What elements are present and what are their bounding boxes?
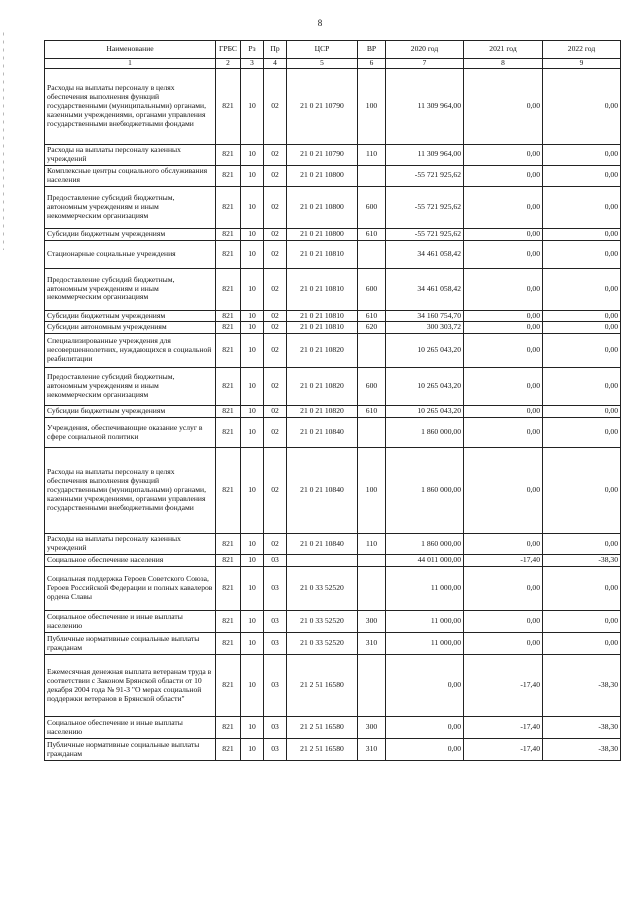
row-amount-2021: 0,00	[464, 68, 543, 144]
row-grbs: 821	[216, 144, 241, 165]
row-amount-2022: 0,00	[543, 406, 621, 418]
row-amount-2020: 11 000,00	[386, 567, 464, 611]
row-pr: 02	[264, 448, 287, 534]
row-pr: 02	[264, 240, 287, 268]
row-amount-2022: 0,00	[543, 567, 621, 611]
row-pr: 02	[264, 310, 287, 322]
row-grbs: 821	[216, 240, 241, 268]
row-amount-2021: 0,00	[464, 448, 543, 534]
row-vr	[358, 567, 386, 611]
table-row	[45, 240, 621, 268]
row-pr: 03	[264, 717, 287, 739]
header-pr: Пр	[264, 41, 287, 59]
row-amount-2021: 0,00	[464, 322, 543, 334]
row-name: Публичные нормативные социальные выплаты гражданам	[45, 739, 216, 761]
row-amount-2020: 11 000,00	[386, 633, 464, 655]
header-row	[45, 41, 621, 59]
row-amount-2022: 0,00	[543, 418, 621, 448]
row-name: Расходы на выплаты персоналу в целях обеспечения выполнения функций государственными (муниципальными) органами, казенными учреждениями, органами управления государственными внебюджетными фондами	[45, 448, 216, 534]
row-amount-2021: 0,00	[464, 144, 543, 165]
row-amount-2022: 0,00	[543, 268, 621, 310]
row-grbs: 821	[216, 334, 241, 368]
row-amount-2022: 0,00	[543, 633, 621, 655]
table-row	[45, 448, 621, 534]
row-amount-2020: 0,00	[386, 655, 464, 717]
row-amount-2020: 0,00	[386, 739, 464, 761]
row-vr: 620	[358, 322, 386, 334]
row-amount-2022: -38,30	[543, 717, 621, 739]
row-grbs: 821	[216, 717, 241, 739]
row-grbs: 821	[216, 165, 241, 186]
row-name: Субсидии бюджетным учреждениям	[45, 228, 216, 240]
row-vr: 300	[358, 717, 386, 739]
table-row	[45, 186, 621, 228]
row-name: Учреждения, обеспечивающие оказание услуг в сфере социальной политики	[45, 418, 216, 448]
row-amount-2020: 34 461 058,42	[386, 268, 464, 310]
row-name: Предоставление субсидий бюджетным, автономным учреждениям и иным некоммерческим организациям	[45, 186, 216, 228]
row-name: Расходы на выплаты персоналу казенных учреждений	[45, 144, 216, 165]
table-row	[45, 567, 621, 611]
row-name: Субсидии бюджетным учреждениям	[45, 406, 216, 418]
row-csr: 21 0 33 52520	[287, 567, 358, 611]
row-amount-2022: 0,00	[543, 240, 621, 268]
row-rz: 10	[241, 717, 264, 739]
row-csr: 21 0 21 10810	[287, 322, 358, 334]
table-row	[45, 228, 621, 240]
row-amount-2022: 0,00	[543, 368, 621, 406]
row-name: Социальное обеспечение и иные выплаты населению	[45, 717, 216, 739]
row-amount-2020: 1 860 000,00	[386, 418, 464, 448]
row-rz: 10	[241, 186, 264, 228]
table-body	[45, 68, 621, 760]
header-grbs: ГРБС	[216, 41, 241, 59]
row-csr: 21 0 21 10840	[287, 418, 358, 448]
row-csr: 21 0 21 10800	[287, 165, 358, 186]
table-row	[45, 322, 621, 334]
row-csr: 21 0 21 10790	[287, 144, 358, 165]
row-amount-2021: 0,00	[464, 418, 543, 448]
row-csr: 21 0 21 10820	[287, 406, 358, 418]
row-amount-2022: 0,00	[543, 165, 621, 186]
table-row	[45, 68, 621, 144]
row-vr: 600	[358, 268, 386, 310]
col-number: 5	[287, 59, 358, 69]
row-amount-2021: 0,00	[464, 611, 543, 633]
row-amount-2020: 10 265 043,20	[386, 368, 464, 406]
row-rz: 10	[241, 68, 264, 144]
row-name: Субсидии автономным учреждениям	[45, 322, 216, 334]
row-grbs: 821	[216, 406, 241, 418]
row-amount-2021: -17,40	[464, 555, 543, 567]
row-amount-2020: 1 860 000,00	[386, 448, 464, 534]
col-number: 3	[241, 59, 264, 69]
row-amount-2022: 0,00	[543, 448, 621, 534]
row-name: Ежемесячная денежная выплата ветеранам труда в соответствии с Законом Брянской области от 10 декабря 2004 года № 91-З "О мерах социальной поддержки ветеранов в Брянской области"	[45, 655, 216, 717]
row-grbs: 821	[216, 368, 241, 406]
table-row	[45, 406, 621, 418]
col-number: 2	[216, 59, 241, 69]
row-rz: 10	[241, 406, 264, 418]
header-2022: 2022 год	[543, 41, 621, 59]
row-csr: 21 2 51 16580	[287, 655, 358, 717]
row-amount-2021: 0,00	[464, 567, 543, 611]
row-amount-2021: 0,00	[464, 240, 543, 268]
row-rz: 10	[241, 165, 264, 186]
row-amount-2022: 0,00	[543, 186, 621, 228]
row-pr: 03	[264, 555, 287, 567]
row-amount-2021: 0,00	[464, 228, 543, 240]
table-row	[45, 534, 621, 555]
row-csr: 21 0 21 10800	[287, 186, 358, 228]
row-vr	[358, 165, 386, 186]
row-csr: 21 0 21 10840	[287, 448, 358, 534]
row-amount-2021: 0,00	[464, 368, 543, 406]
row-csr: 21 2 51 16580	[287, 717, 358, 739]
row-vr: 600	[358, 368, 386, 406]
row-vr: 310	[358, 739, 386, 761]
row-vr: 110	[358, 144, 386, 165]
page-number: 8	[317, 18, 323, 28]
row-amount-2020: 44 011 000,00	[386, 555, 464, 567]
table-row	[45, 310, 621, 322]
row-vr	[358, 555, 386, 567]
row-amount-2021: 0,00	[464, 534, 543, 555]
row-pr: 03	[264, 739, 287, 761]
row-rz: 10	[241, 555, 264, 567]
row-rz: 10	[241, 334, 264, 368]
row-grbs: 821	[216, 228, 241, 240]
row-amount-2022: 0,00	[543, 144, 621, 165]
row-rz: 10	[241, 418, 264, 448]
row-grbs: 821	[216, 655, 241, 717]
col-number: 4	[264, 59, 287, 69]
row-amount-2020: 300 303,72	[386, 322, 464, 334]
row-vr: 600	[358, 186, 386, 228]
row-amount-2022: 0,00	[543, 611, 621, 633]
row-rz: 10	[241, 739, 264, 761]
row-pr: 02	[264, 418, 287, 448]
row-pr: 02	[264, 144, 287, 165]
column-number-row	[45, 59, 621, 69]
table-row	[45, 334, 621, 368]
row-csr: 21 0 21 10800	[287, 228, 358, 240]
row-grbs: 821	[216, 186, 241, 228]
row-amount-2020: 34 160 754,70	[386, 310, 464, 322]
row-amount-2021: 0,00	[464, 165, 543, 186]
row-pr: 02	[264, 68, 287, 144]
row-grbs: 821	[216, 611, 241, 633]
row-amount-2022: 0,00	[543, 534, 621, 555]
row-name: Комплексные центры социального обслуживания населения	[45, 165, 216, 186]
row-amount-2022: 0,00	[543, 310, 621, 322]
row-amount-2022: 0,00	[543, 68, 621, 144]
row-grbs: 821	[216, 555, 241, 567]
row-rz: 10	[241, 655, 264, 717]
table-row	[45, 268, 621, 310]
header-vr: ВР	[358, 41, 386, 59]
row-rz: 10	[241, 228, 264, 240]
row-pr: 02	[264, 165, 287, 186]
table-row	[45, 144, 621, 165]
row-csr	[287, 555, 358, 567]
col-number: 6	[358, 59, 386, 69]
row-csr: 21 0 21 10820	[287, 334, 358, 368]
header-2021: 2021 год	[464, 41, 543, 59]
row-amount-2020: 1 860 000,00	[386, 534, 464, 555]
row-pr: 02	[264, 186, 287, 228]
budget-table	[44, 40, 621, 761]
row-pr: 02	[264, 268, 287, 310]
row-amount-2021: 0,00	[464, 310, 543, 322]
row-amount-2020: -55 721 925,62	[386, 186, 464, 228]
row-vr: 610	[358, 228, 386, 240]
row-rz: 10	[241, 310, 264, 322]
col-number: 1	[45, 59, 216, 69]
row-grbs: 821	[216, 534, 241, 555]
row-rz: 10	[241, 567, 264, 611]
row-amount-2020: -55 721 925,62	[386, 228, 464, 240]
row-name: Социальное обеспечение и иные выплаты населению	[45, 611, 216, 633]
header-rz: Рз	[241, 41, 264, 59]
row-rz: 10	[241, 322, 264, 334]
table-row	[45, 633, 621, 655]
row-vr	[358, 655, 386, 717]
row-rz: 10	[241, 448, 264, 534]
table-row	[45, 611, 621, 633]
row-amount-2021: -17,40	[464, 655, 543, 717]
table-row	[45, 165, 621, 186]
row-rz: 10	[241, 368, 264, 406]
header-csr: ЦСР	[287, 41, 358, 59]
row-csr: 21 0 21 10810	[287, 268, 358, 310]
header-2020: 2020 год	[386, 41, 464, 59]
row-csr: 21 2 51 16580	[287, 739, 358, 761]
row-amount-2022: -38,30	[543, 555, 621, 567]
row-amount-2021: 0,00	[464, 334, 543, 368]
col-number: 9	[543, 59, 621, 69]
col-number: 7	[386, 59, 464, 69]
row-vr: 100	[358, 68, 386, 144]
row-csr: 21 0 33 52520	[287, 611, 358, 633]
row-amount-2022: 0,00	[543, 228, 621, 240]
row-csr: 21 0 33 52520	[287, 633, 358, 655]
row-name: Специализированные учреждения для несовершеннолетних, нуждающихся в социальной реабилитации	[45, 334, 216, 368]
table-row	[45, 717, 621, 739]
row-name: Расходы на выплаты персоналу казенных учреждений	[45, 534, 216, 555]
row-amount-2021: -17,40	[464, 739, 543, 761]
row-amount-2022: 0,00	[543, 322, 621, 334]
row-pr: 02	[264, 368, 287, 406]
row-vr: 310	[358, 633, 386, 655]
row-name: Социальное обеспечение населения	[45, 555, 216, 567]
row-rz: 10	[241, 611, 264, 633]
row-amount-2021: 0,00	[464, 633, 543, 655]
row-rz: 10	[241, 240, 264, 268]
row-name: Расходы на выплаты персоналу в целях обеспечения выполнения функций государственными (муниципальными) органами, казенными учреждениями, органами управления государственными внебюджетными фондами	[45, 68, 216, 144]
row-name: Предоставление субсидий бюджетным, автономным учреждениям и иным некоммерческим организациям	[45, 368, 216, 406]
header-name: Наименование	[45, 41, 216, 59]
row-amount-2022: -38,30	[543, 655, 621, 717]
row-vr: 100	[358, 448, 386, 534]
row-amount-2022: 0,00	[543, 334, 621, 368]
row-name: Субсидии бюджетным учреждениям	[45, 310, 216, 322]
table-row	[45, 739, 621, 761]
row-pr: 03	[264, 655, 287, 717]
row-vr: 300	[358, 611, 386, 633]
row-csr: 21 0 21 10840	[287, 534, 358, 555]
row-csr: 21 0 21 10790	[287, 68, 358, 144]
row-amount-2020: 10 265 043,20	[386, 334, 464, 368]
row-amount-2021: -17,40	[464, 717, 543, 739]
row-amount-2020: 0,00	[386, 717, 464, 739]
row-name: Стационарные социальные учреждения	[45, 240, 216, 268]
row-grbs: 821	[216, 739, 241, 761]
row-pr: 02	[264, 334, 287, 368]
row-grbs: 821	[216, 418, 241, 448]
row-grbs: 821	[216, 567, 241, 611]
row-rz: 10	[241, 534, 264, 555]
row-csr: 21 0 21 10810	[287, 240, 358, 268]
row-rz: 10	[241, 144, 264, 165]
row-grbs: 821	[216, 322, 241, 334]
row-name: Социальная поддержка Героев Советского Союза, Героев Российской Федерации и полных кавалеров ордена Славы	[45, 567, 216, 611]
row-grbs: 821	[216, 633, 241, 655]
row-grbs: 821	[216, 448, 241, 534]
row-amount-2020: 11 309 964,00	[386, 68, 464, 144]
row-grbs: 821	[216, 310, 241, 322]
table-row	[45, 368, 621, 406]
row-csr: 21 0 21 10820	[287, 368, 358, 406]
row-amount-2020: -55 721 925,62	[386, 165, 464, 186]
row-name: Предоставление субсидий бюджетным, автономным учреждениям и иным некоммерческим организациям	[45, 268, 216, 310]
row-rz: 10	[241, 633, 264, 655]
col-number: 8	[464, 59, 543, 69]
scan-edge-marks	[2, 30, 5, 250]
row-pr: 03	[264, 611, 287, 633]
row-csr: 21 0 21 10810	[287, 310, 358, 322]
row-vr	[358, 240, 386, 268]
row-amount-2021: 0,00	[464, 268, 543, 310]
table-row	[45, 655, 621, 717]
row-vr: 110	[358, 534, 386, 555]
row-grbs: 821	[216, 268, 241, 310]
row-amount-2020: 34 461 058,42	[386, 240, 464, 268]
row-pr: 02	[264, 228, 287, 240]
row-amount-2020: 11 309 964,00	[386, 144, 464, 165]
row-vr: 610	[358, 310, 386, 322]
row-vr: 610	[358, 406, 386, 418]
table-row	[45, 555, 621, 567]
row-amount-2022: -38,30	[543, 739, 621, 761]
row-amount-2020: 11 000,00	[386, 611, 464, 633]
row-rz: 10	[241, 268, 264, 310]
row-pr: 03	[264, 633, 287, 655]
row-grbs: 821	[216, 68, 241, 144]
row-pr: 02	[264, 322, 287, 334]
row-vr	[358, 334, 386, 368]
row-pr: 03	[264, 567, 287, 611]
row-amount-2020: 10 265 043,20	[386, 406, 464, 418]
row-vr	[358, 418, 386, 448]
row-amount-2021: 0,00	[464, 406, 543, 418]
row-amount-2021: 0,00	[464, 186, 543, 228]
row-pr: 02	[264, 534, 287, 555]
row-name: Публичные нормативные социальные выплаты гражданам	[45, 633, 216, 655]
row-pr: 02	[264, 406, 287, 418]
table-row	[45, 418, 621, 448]
